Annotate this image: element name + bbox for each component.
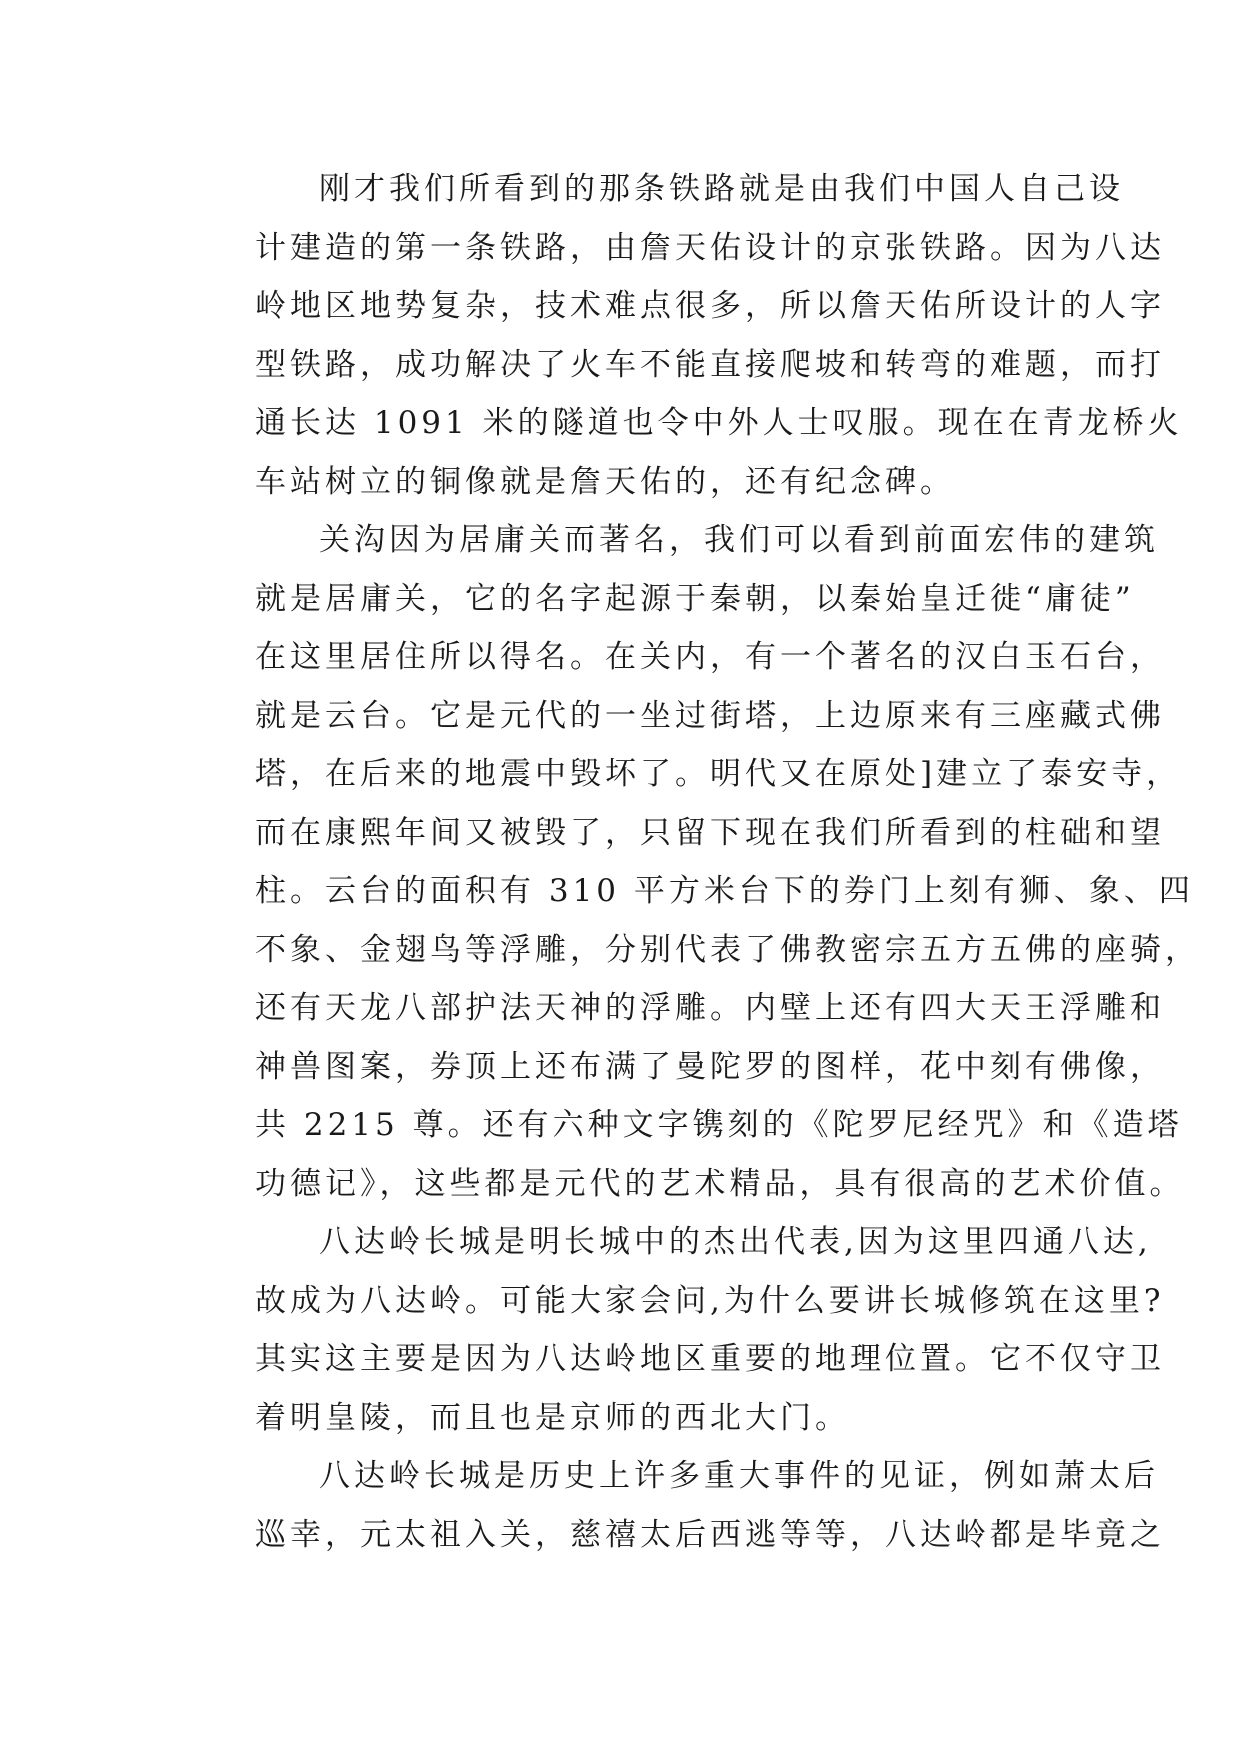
- text-line: 塔，在后来的地震中毁坏了。明代又在原处]建立了泰安寺，: [255, 756, 1182, 792]
- text-line: 八达岭长城是历史上许多重大事件的见证，例如萧太后: [319, 1458, 1159, 1494]
- text-line: 共 2215 尊。还有六种文字镌刻的《陀罗尼经咒》和《造塔: [255, 1107, 1183, 1143]
- text-line: 在这里居住所以得名。在关内，有一个著名的汉白玉石台，: [255, 639, 1165, 675]
- paragraph-4: [191, 1447, 1165, 1564]
- paragraph-3: [191, 1213, 1165, 1447]
- document-body: [191, 160, 1200, 1564]
- text-line: 计建造的第一条铁路，由詹天佑设计的京张铁路。因为八达: [255, 229, 1165, 266]
- text-line: 还有天龙八部护法天神的浮雕。内壁上还有四大天王浮雕和: [255, 990, 1165, 1026]
- paragraph-2: [191, 511, 1200, 1213]
- text-line: 柱。云台的面积有 310 平方米台下的券门上刻有狮、象、四: [255, 873, 1194, 909]
- text-line: 型铁路，成功解决了火车不能直接爬坡和转弯的难题，而打: [255, 346, 1165, 383]
- paragraph-1: [191, 160, 1183, 511]
- text-line: 故成为八达岭。可能大家会问,为什么要讲长城修筑在这里?: [255, 1282, 1165, 1319]
- text-line: 其实这主要是因为八达岭地区重要的地理位置。它不仅守卫: [255, 1341, 1165, 1377]
- text-line: 不象、金翅鸟等浮雕，分别代表了佛教密宗五方五佛的座骑，: [255, 931, 1200, 968]
- text-line: 通长达 1091 米的隧道也令中外人士叹服。现在在青龙桥火: [255, 405, 1183, 441]
- text-line: 就是居庸关，它的名字起源于秦朝，以秦始皇迁徙“庸徒”: [255, 580, 1135, 617]
- text-line: 关沟因为居庸关而著名，我们可以看到前面宏伟的建筑: [319, 522, 1159, 558]
- text-line: 功德记》，这些都是元代的艺术精品，具有很高的艺术价值。: [255, 1165, 1185, 1202]
- text-line: 刚才我们所看到的那条铁路就是由我们中国人自己设: [319, 171, 1124, 207]
- text-line: 而在康熙年间又被毁了，只留下现在我们所看到的柱础和望: [255, 814, 1165, 851]
- text-line: 八达岭长城是明长城中的杰出代表,因为这里四通八达,: [319, 1224, 1152, 1260]
- text-line: 着明皇陵，而且也是京师的西北大门。: [255, 1399, 850, 1436]
- text-line: 岭地区地势复杂，技术难点很多，所以詹天佑所设计的人字: [255, 288, 1165, 324]
- text-line: 神兽图案，券顶上还布满了曼陀罗的图样，花中刻有佛像，: [255, 1048, 1165, 1085]
- text-line: 车站树立的铜像就是詹天佑的，还有纪念碑。: [255, 463, 955, 500]
- text-line: 就是云台。它是元代的一坐过街塔，上边原来有三座藏式佛: [255, 697, 1165, 734]
- text-line: 巡幸，元太祖入关，慈禧太后西逃等等，八达岭都是毕竟之: [255, 1516, 1165, 1553]
